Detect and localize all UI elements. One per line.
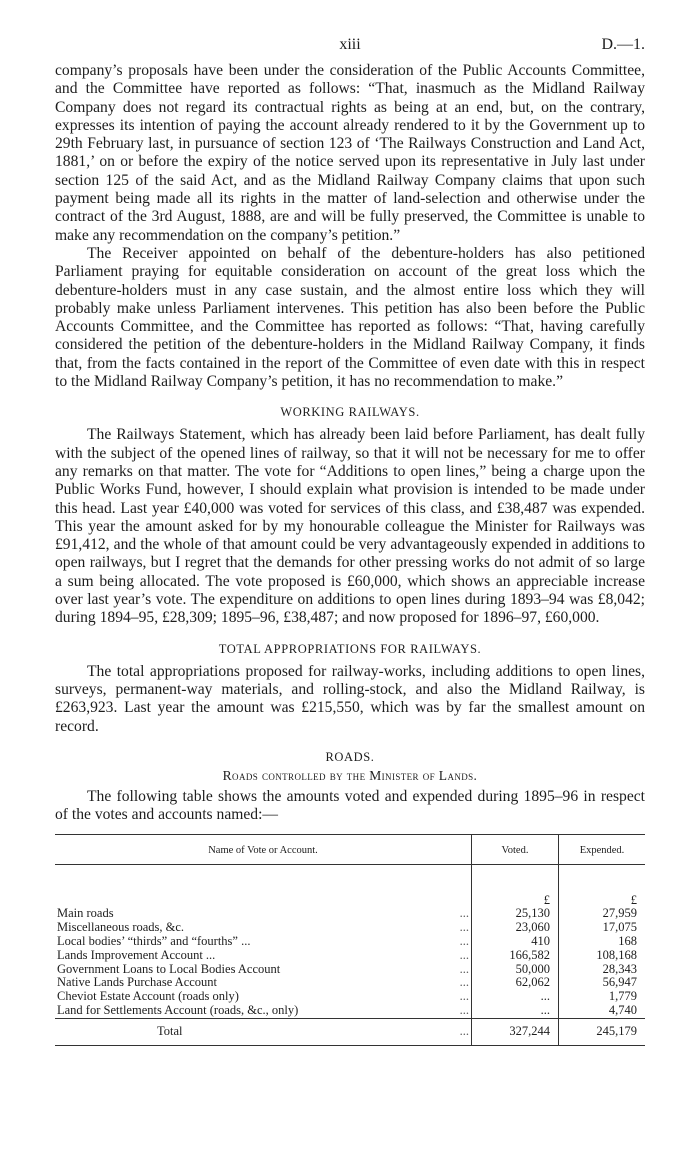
leader-dots: ... <box>459 920 469 935</box>
paragraph-table-intro: The following table shows the amounts voted and expended during 1895–96 in respect of the votes and accounts named:— <box>55 787 645 824</box>
table-row <box>55 1004 645 1018</box>
table-row <box>55 921 645 935</box>
row-voted: 410 <box>472 935 559 949</box>
row-expended: 168 <box>559 935 646 949</box>
total-expended: 245,179 <box>559 1018 646 1045</box>
leader-dots: ... <box>459 989 469 1004</box>
leader-dots: ... <box>459 975 469 990</box>
paragraph-railways-statement: The Railways Statement, which has already been laid before Parliament, has dealt fully with the subject of the opened lines of railway, so that it will not be necessary for me to offer any remarks on that matter. The vote for “Additions to open lines,” being a charge upon the Public Works Fund, however, I should explain what provision is intended to be made under this head. Last year £40,000 was voted for services of this class, and £38,487 was expended. This year the amount asked for by my honourable colleague the Minister for Railways was £91,412, and the whole of that amount could be very advantageously expended in additions to open railways, but I regret that the demands for other pressing works do not admit of so large a sum being allocated. The vote proposed is £60,000, which shows an appreciable increase over last year’s vote. The expenditure on additions to open lines during 1893–94 was £8,042; during 1894–95, £28,309; 1895–96, £38,487; and now proposed for 1896–97, £60,000. <box>55 426 645 627</box>
row-expended: 27,959 <box>559 907 646 921</box>
table-total-row <box>55 1018 645 1045</box>
subheading-roads-lands: Roads controlled by the Minister of Lands. <box>222 767 478 783</box>
table-row <box>55 935 645 949</box>
table-row <box>55 990 645 1004</box>
total-voted: 327,244 <box>472 1018 559 1045</box>
leader-dots: ... <box>459 1023 469 1038</box>
table-spacer-row <box>55 865 645 894</box>
row-expended: 1,779 <box>559 990 646 1004</box>
row-name: Lands Improvement Account ... <box>57 947 216 962</box>
row-voted: 166,582 <box>472 949 559 963</box>
leader-dots: ... <box>459 1002 469 1017</box>
row-voted: 62,062 <box>472 976 559 990</box>
leader-dots: ... <box>459 933 469 948</box>
header-expended: Expended. <box>559 835 646 865</box>
votes-table <box>55 834 645 1045</box>
table-header-row <box>55 835 645 865</box>
table-units-row <box>55 893 645 907</box>
table-row <box>55 907 645 921</box>
unit-expended: £ <box>559 893 646 907</box>
table-row <box>55 949 645 963</box>
row-voted: 50,000 <box>472 963 559 977</box>
paragraph-total-appropriations: The total appropriations proposed for railway-works, including additions to open lines, surveys, permanent-way materials, and rolling-stock, and also the Midland Railway, is £263,923. Last year the amount was £215,550, which was by far the smallest amount on record. <box>55 662 645 735</box>
row-name: Main roads <box>57 906 114 921</box>
leader-dots: ... <box>459 961 469 976</box>
page-number: xiii <box>339 36 361 53</box>
paragraph-receiver-petition: The Receiver appointed on behalf of the debenture-holders has also petitioned Parliament praying for equitable consideration on account of the great loss which the debenture-holders must in any case sustain, and the almost entire loss which they will probably make unless Parliament intervenes. This petition has also been before the Public Accounts Committee, and the Committee has reported as follows: “That, having carefully considered the petition of the debenture-holders in the Midland Railway Company, it finds that, from the facts contained in the report of the Committee of even date with this in respect to the Midland Railway Company’s petition, it has no recommendation to make.” <box>55 244 645 391</box>
row-name: Land for Settlements Account (roads, &c., only) <box>57 1002 299 1017</box>
row-expended: 4,740 <box>559 1004 646 1018</box>
page-header <box>55 0 645 62</box>
leader-dots: ... <box>459 947 469 962</box>
row-name: Local bodies’ “thirds” and “fourths” ... <box>57 933 251 948</box>
row-voted: ... <box>472 990 559 1004</box>
row-name: Miscellaneous roads, &c. <box>57 920 185 935</box>
heading-working-railways: WORKING RAILWAYS. <box>280 405 420 420</box>
header-vote-name: Name of Vote or Account. <box>55 835 472 865</box>
paragraph-committee-report: company’s proposals have been under the consideration of the Public Accounts Committee, and the Committee have reported as follows: “That, inasmuch as the Midland Railway Company does not regard its contractual rights as being at an end, but, on the contrary, expresses its intention of paying the account already rendered to it by the Government up to 29th February last, in pursuance of section 123 of ‘The Railways Construction and Land Act, 1881,’ on or before the expiry of the notice served upon its representative in July last under section 125 of the said Act, and as the Midland Railway Company claims that upon such payment being made all its rights in the matter of land-selection and otherwise under the contract of the 3rd August, 1888, are and will be fully preserved, the Committee is unable to make any recommendation on the company’s petition.” <box>55 62 645 244</box>
row-expended: 17,075 <box>559 921 646 935</box>
row-voted: 23,060 <box>472 921 559 935</box>
row-voted: ... <box>472 1004 559 1018</box>
row-name: Cheviot Estate Account (roads only) <box>57 989 239 1004</box>
row-name: Native Lands Purchase Account <box>57 975 218 990</box>
header-voted: Voted. <box>472 835 559 865</box>
table-row <box>55 976 645 990</box>
row-voted: 25,130 <box>472 907 559 921</box>
heading-roads: ROADS. <box>325 749 375 764</box>
row-expended: 28,343 <box>559 963 646 977</box>
row-expended: 56,947 <box>559 976 646 990</box>
document-code: D.—1. <box>601 36 645 53</box>
heading-total-appropriations: TOTAL APPROPRIATIONS FOR RAILWAYS. <box>218 641 482 656</box>
leader-dots: ... <box>459 906 469 921</box>
total-label: Total <box>157 1023 183 1038</box>
row-name: Government Loans to Local Bodies Account <box>57 961 281 976</box>
unit-voted: £ <box>472 893 559 907</box>
table-row <box>55 963 645 977</box>
row-expended: 108,168 <box>559 949 646 963</box>
